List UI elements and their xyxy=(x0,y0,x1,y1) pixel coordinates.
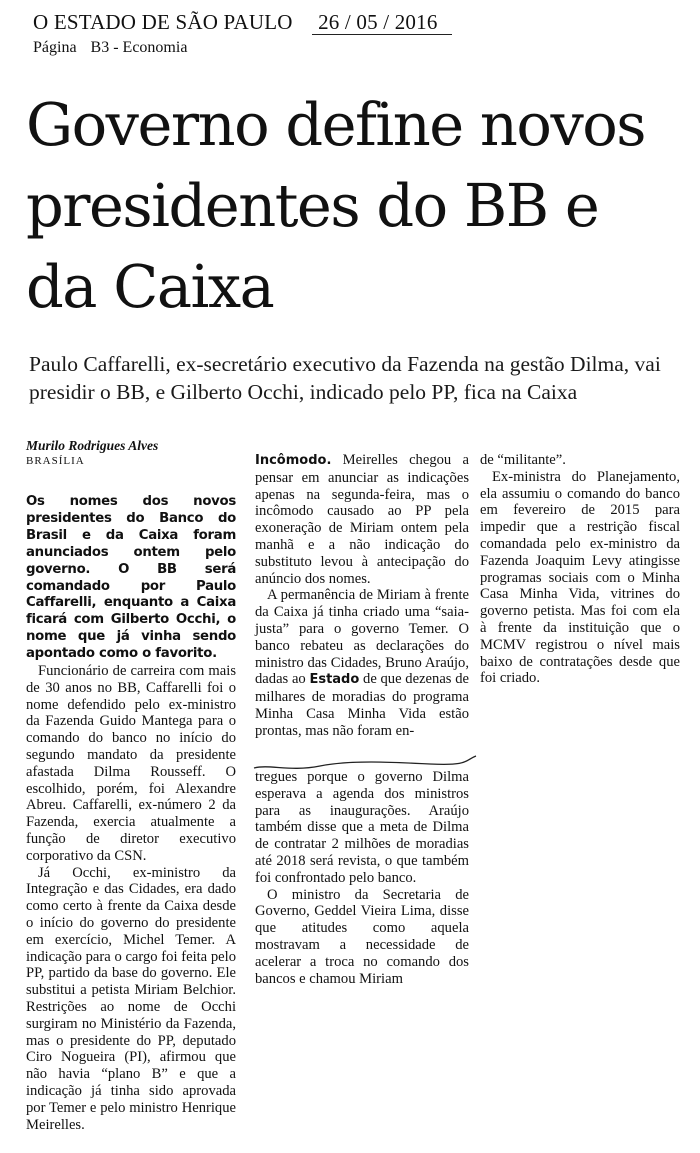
paragraph-permanencia-a: A permanência de Miriam à frente da Caixa já tinha criado uma “saia-justa” para o governo Temer. O banco rebateu as declarações do ministro das Cidades, Bruno Araújo, dadas ao xyxy=(255,587,469,688)
newspaper-name: O ESTADO DE SÃO PAULO xyxy=(33,10,293,34)
paragraph-caffarelli: Funcionário de carreira com mais de 30 anos no BB, Caffarelli foi o nome defendido pelo ex-ministro da Fazenda Guido Mantega para o comando do banco no início do segundo mandato da presidente afastada Dilma Rousseff. O escolhido, porém, foi Alexandre Abreu. Caffarelli, ex-número 2 da Fazenda, exercia atualmente a função de diretor executivo corporativo da CSN. xyxy=(26,663,236,864)
paragraph-incomodo xyxy=(255,452,469,587)
paragraph-incomodo-text: Meirelles chegou a pensar em anunciar as indicações apenas na segunda-feira, mas o incômodo causado ao PP pela exoneração de Miriam ontem pela manhã e a não indicação do substituto levou à antecipação do anúncio dos nomes. xyxy=(255,452,469,587)
paragraph-militante-end: de “militante”. xyxy=(480,452,566,468)
byline: Murilo Rodrigues Alves xyxy=(26,438,159,453)
paragraph-permanencia-b: de que dezenas de milhares de moradias do programa Minha Casa Minha Vida estão prontas, mas não foram en- xyxy=(255,671,469,739)
paragraph-permanencia xyxy=(255,587,469,739)
paragraph-geddel: O ministro da Secretaria de Governo, Geddel Vieira Lima, disse que atitudes como aquela mostravam a necessidade de acelerar a troca no comando dos bancos e chamou Miriam xyxy=(255,886,469,987)
page-label: Página xyxy=(33,39,77,56)
estado-mention: Estado xyxy=(309,672,360,688)
paragraph-entregues: tregues porque o governo Dilma esperava a agenda dos ministros para as inaugurações. Araújo também disse que a meta de Dilma de contratar 2 milhões de moradias até 2018 será revista, o que também foi confrontado pelo banco. xyxy=(255,769,469,886)
subhead: Paulo Caffarelli, ex-secretário executivo da Fazenda na gestão Dilma, vai presidir o BB, e Gilberto Occhi, indicado pelo PP, fica na Caixa xyxy=(29,352,661,404)
page-section: B3 - Economia xyxy=(90,39,188,56)
article-column-2-continued xyxy=(255,769,469,987)
paragraph-occhi: Já Occhi, ex-ministro da Integração e das Cidades, era dado como certo à frente da Caixa desde o início do governo do presidente em exercício, Michel Temer. A indicação para o cargo foi feita pelo PP, partido da base do governo. Ele substitui a petista Miriam Belchior. Restrições ao nome de Occhi surgiram no Ministério da Fazenda, mas o presidente do PP, deputado Ciro Nogueira (PI), afirmou que não havia “plano B” e que a indicação já tinha sido aprovada por Temer e pelo ministro Henrique Meirelles. xyxy=(26,864,236,1133)
article-column-3 xyxy=(480,452,680,687)
clipping-header xyxy=(33,10,673,60)
article-column-1 xyxy=(26,438,236,1133)
dateline-location: BRASÍLIA xyxy=(26,455,85,467)
clipping-date: 26 / 05 / 2016 xyxy=(312,10,451,35)
paragraph-ex-ministra: Ex-ministra do Planejamento, ela assumiu o comando do banco em fevereiro de 2015 para impedir que a restrição fiscal comandada pelo ex-ministro da Fazenda Joaquim Levy atingisse programas sociais com o Minha Casa Minha Vida, vitrines do governo petista. Mas foi com ela à frente da instituição que o MCMV registrou o nível mais baixo de contratações desde que foi criado. xyxy=(480,468,680,687)
lead-paragraph: Os nomes dos novos presidentes do Banco do Brasil e da Caixa foram anunciados ontem pelo governo. O BB será comandado por Paulo Caffarelli, enquanto a Caixa ficará com Gilberto Occhi, o nome que já vinha sendo apontado como o favorito. xyxy=(26,494,236,662)
headline: Governo define novos presidentes do BB e da Caixa xyxy=(26,90,646,321)
intertitle: Incômodo. xyxy=(255,453,332,468)
article-column-2 xyxy=(255,452,469,740)
